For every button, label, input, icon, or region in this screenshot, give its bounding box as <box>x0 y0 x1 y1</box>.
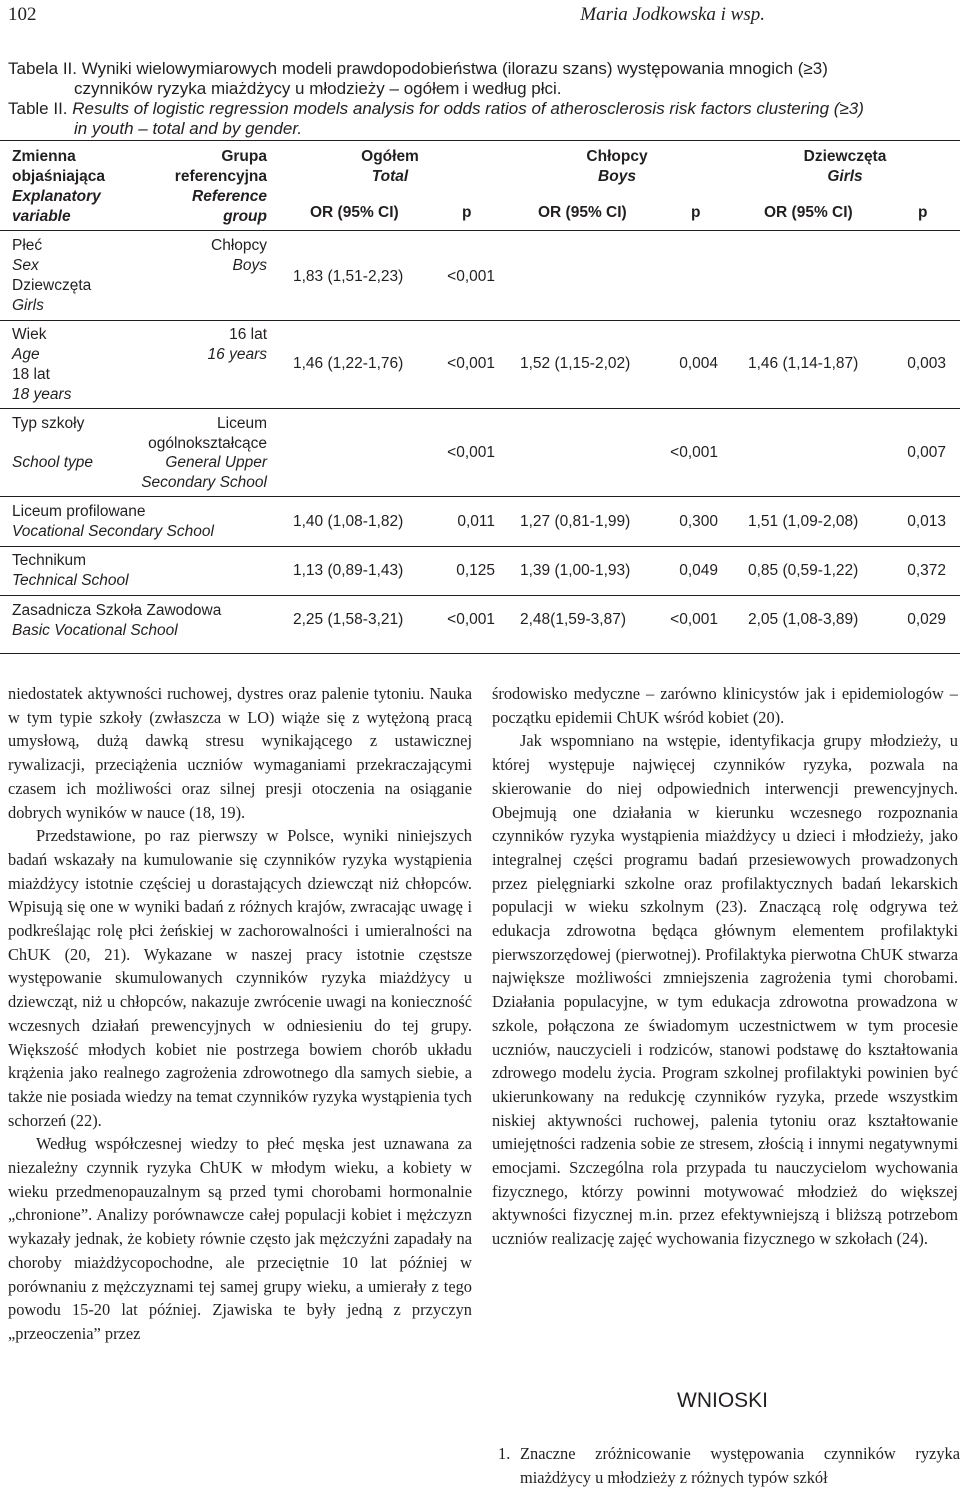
header-total-pl: Ogółem <box>361 148 419 165</box>
cell-total-p: <0,001 <box>447 355 495 372</box>
header-variable-en-2: variable <box>12 208 71 225</box>
cell-total-p: <0,001 <box>447 611 495 628</box>
header-variable-pl-2: objaśniająca <box>12 168 106 185</box>
cell-girls-p: 0,013 <box>907 513 946 530</box>
cell-girls-or: 1,46 (1,14-1,87) <box>748 355 859 372</box>
header-total-p: p <box>462 204 472 221</box>
paragraph: Według współczesnej wiedzy to płeć męska jest uznawana za niezależny czynnik ryzyka ChUK w młodym wieku, a kobiety w wieku przedmenopauzalnym są przed tymi chorobami hormonalnie „chronione”. Analizy porównawcze całej populacji kobiet i mężczyzn wykazały jednak, że kobiety równie często jak mężczyźni zapadały na choroby miażdżycopochodne, ale przeciętnie 10 lat później w porównaniu z mężczyznami tej samej grupy wieku, a umierały z tego powodu 15-20 lat później. Zjawiska te były jedną z przyczyn „przeoczenia” przez <box>8 1134 472 1343</box>
table-caption-en-cont: in youth – total and by gender. <box>74 119 303 138</box>
table-caption-pl: Tabela II. Wyniki wielowymiarowych modeli prawdopodobieństwa (ilorazu szans) występowania mnogich (≥3) <box>8 59 828 78</box>
row-variable-line: Age <box>12 346 40 363</box>
header-reference-en-1: Reference <box>192 188 267 205</box>
header-girls-pl: Dziewczęta <box>803 148 887 165</box>
cell-boys-p: 0,300 <box>679 513 718 530</box>
cell-girls-p: 0,007 <box>907 444 946 461</box>
header-boys-p: p <box>691 204 701 221</box>
table-header-rule <box>0 230 960 231</box>
header-total-en: Total <box>371 168 409 185</box>
body-left-column <box>8 682 472 1346</box>
cell-girls-or: 0,85 (0,59-1,22) <box>748 562 859 579</box>
conclusion-item-number: 1. <box>498 1444 511 1463</box>
row-rule <box>0 496 960 497</box>
cell-girls-p: 0,003 <box>907 355 946 372</box>
cell-total-p: <0,001 <box>447 268 495 285</box>
header-girls-or: OR (95% CI) <box>764 204 853 221</box>
regression-table <box>0 140 960 656</box>
row-reference-line: Secondary School <box>141 474 267 491</box>
row-rule <box>0 320 960 321</box>
row-variable-line: Sex <box>12 257 39 274</box>
cell-total-or: 1,13 (0,89-1,43) <box>293 562 404 579</box>
cell-girls-p: 0,029 <box>907 611 946 628</box>
row-variable-line: School type <box>12 454 93 471</box>
paragraph: Przedstawione, po raz pierwszy w Polsce, wyniki niniejszych badań wskazały na kumulowanie się czynników ryzyka wystąpienia miażdżycy istotnie częściej u dorastających dziewcząt niż chłopców. Wpisują się one w wyniki badań z różnych krajów, zwracając uwagę i podkreślając rolę płci żeńskiej w zachorowalności i umieralności na ChUK (20, 21). Wykazane w naszej pracy istotnie częstsze występowanie skumulowanych czynników ryzyka miażdżycy u dziewcząt, niż u chłopców, nakazuje zwrócenie uwagi na konieczność wczesnych działań prewencyjnych w odniesieniu do tej grupy. Większość młodych kobiet nie postrzega bowiem chorób układu krążenia jako realnego zagrożenia zdrowotnego dla samych siebie, a także nie posiada wiedzy na temat czynników ryzyka wystąpienia tych schorzeń (22). <box>8 826 472 1130</box>
row-variable-line: 18 years <box>12 386 72 403</box>
cell-total-p: 0,011 <box>457 513 495 530</box>
conclusions-heading: WNIOSKI <box>677 1389 769 1412</box>
body-right-column <box>492 682 958 1251</box>
cell-total-p: <0,001 <box>447 444 495 461</box>
header-girls-p: p <box>918 204 928 221</box>
header-reference-pl-1: Grupa <box>221 148 267 165</box>
cell-girls-p: 0,372 <box>907 562 946 579</box>
paragraph: Jak wspomniano na wstępie, identyfikacja grupy młodzieży, u której występuje najwięcej czynników ryzyka, pozwala na skierowanie do niej odpowiednich interwencji prewencyjnych. Obejmują one działania w kierunku wczesnego rozpoznania czynników ryzyka wystąpienia miażdżycy u dzieci i młodzieży, jako integralnej części programu badań przesiewowych prowadzonych przez pielęgniarki szkolne oraz profilaktycznych badań lekarskich populacji w wieku szkolnym (23). Znaczącą rolę odgrywa też edukacja zdrowotna będąca głównym elementem profilaktyki pierwszorzędowej (pierwotnej). Profilaktyka pierwotna ChUK stwarza największe możliwości zmniejszenia zagrożenia tymi chorobami. Działania populacyjne, w tym edukacja zdrowotna prowadzona w szkole, połączona ze świadomym uczestnictwem w tym procesie uczniów, nauczycieli i rodziców, stanowi podstawę do kształtowania zdrowego modelu życia. Program szkolnej profilaktyki powinien być ukierunkowany na redukcję czynników ryzyka, przede wszystkim niskiej aktywności ruchowej, palenia tytoniu oraz kształtowanie umiejętności radzenia sobie ze stresem, złością i innymi negatywnymi emocjami. Szczególna rola przypada tu nauczycielom wychowania fizycznego, którzy powinni motywować młodzież do większej aktywności fizycznej m.in. przez efektywniejszą i bliższą potrzebom uczniów realizację zajęć wychowania fizycznego w szkołach (24). <box>492 731 958 1249</box>
row-variable-line: Zasadnicza Szkoła Zawodowa <box>12 602 222 619</box>
cell-boys-or: 2,48(1,59-3,87) <box>520 611 626 628</box>
row-reference-line: General Upper <box>165 454 267 471</box>
cell-total-or: 2,25 (1,58-3,21) <box>293 611 404 628</box>
row-rule <box>0 546 960 547</box>
cell-boys-p: 0,049 <box>679 562 718 579</box>
cell-total-p: 0,125 <box>456 562 495 579</box>
row-variable-line: Technikum <box>12 552 87 569</box>
table-caption-pl-cont: czynników ryzyka miażdżycy u młodzieży – ogółem i według płci. <box>74 79 562 98</box>
running-head-authors: Maria Jodkowska i wsp. <box>580 4 765 25</box>
header-variable-en-1: Explanatory <box>12 188 101 205</box>
header-variable-pl-1: Zmienna <box>12 148 76 165</box>
cell-girls-or: 1,51 (1,09-2,08) <box>748 513 859 530</box>
header-boys-en: Boys <box>598 168 636 185</box>
row-variable-line: Wiek <box>12 326 47 343</box>
header-reference-pl-2: referencyjna <box>174 168 267 185</box>
cell-boys-p: 0,004 <box>679 355 718 372</box>
row-variable-line: Vocational Secondary School <box>12 523 214 540</box>
paragraph: środowisko medyczne – zarówno klinicystów jak i epidemiologów – początku epidemii ChUK wśród kobiet (20). <box>492 684 958 727</box>
page-number: 102 <box>8 4 37 25</box>
table-bottom-rule <box>0 653 960 654</box>
header-girls-en: Girls <box>827 168 863 185</box>
cell-boys-or: 1,52 (1,15-2,02) <box>520 355 631 372</box>
cell-boys-or: 1,39 (1,00-1,93) <box>520 562 631 579</box>
row-reference-line: Boys <box>232 257 267 274</box>
row-reference-line: Liceum <box>217 415 267 432</box>
row-reference-line: Chłopcy <box>211 237 267 254</box>
row-variable-line: Płeć <box>12 237 43 254</box>
conclusion-item-text: Znaczne zróżnicowanie występowania czynników ryzyka miażdżycy u młodzieży z różnych typów szkół <box>520 1444 960 1487</box>
table-caption-en-text: Results of logistic regression models analysis for odds ratios of atherosclerosis risk factors clustering (≥3) <box>72 99 864 118</box>
header-reference-en-2: group <box>223 208 267 225</box>
cell-boys-p: <0,001 <box>670 611 718 628</box>
row-variable-line: Basic Vocational School <box>12 622 178 639</box>
table-caption-en <box>8 98 864 119</box>
cell-total-or: 1,83 (1,51-2,23) <box>293 268 404 285</box>
table-caption-en-label: Table II. <box>8 99 68 118</box>
conclusion-item <box>498 1442 960 1489</box>
row-variable-line: Liceum profilowane <box>12 503 146 520</box>
row-variable-line: Dziewczęta <box>12 277 92 294</box>
cell-total-or: 1,46 (1,22-1,76) <box>293 355 404 372</box>
header-total-or: OR (95% CI) <box>310 204 399 221</box>
row-reference-line: 16 lat <box>229 326 267 343</box>
cell-girls-or: 2,05 (1,08-3,89) <box>748 611 859 628</box>
header-boys-pl: Chłopcy <box>586 148 648 165</box>
table-top-rule <box>0 140 960 141</box>
row-variable-line: 18 lat <box>12 366 50 383</box>
cell-boys-p: <0,001 <box>670 444 718 461</box>
cell-total-or: 1,40 (1,08-1,82) <box>293 513 404 530</box>
row-reference-line: ogólnokształcące <box>148 435 267 452</box>
header-boys-or: OR (95% CI) <box>538 204 627 221</box>
row-variable-line: Technical School <box>12 572 129 589</box>
row-reference-line: 16 years <box>207 346 267 363</box>
row-rule <box>0 408 960 409</box>
row-variable-line: Typ szkoły <box>12 415 85 432</box>
cell-boys-or: 1,27 (0,81-1,99) <box>520 513 631 530</box>
running-header <box>0 0 960 30</box>
row-variable-line: Girls <box>12 297 44 314</box>
row-rule <box>0 595 960 596</box>
paragraph: niedostatek aktywności ruchowej, dystres oraz palenie tytoniu. Nauka w tym typie szkoły (zwłaszcza w LO) wiąże się z wytężoną pracą umysłową, dużą dawką stresu wynikającego z ustawicznej rywalizacji, przeciążenia uczniów wymaganiami przekraczającymi czasem ich możliwości oraz silnej presji otoczenia na osiąganie dobrych wyników w nauce (18, 19). <box>8 684 472 822</box>
